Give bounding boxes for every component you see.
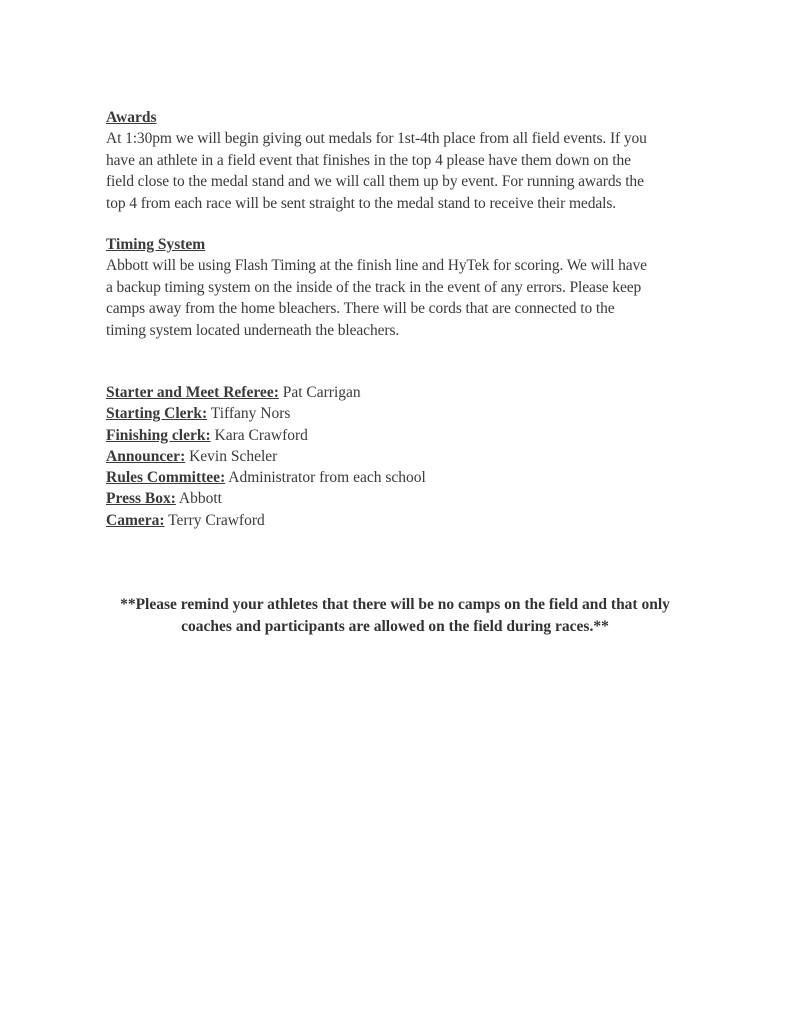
awards-line: At 1:30pm we will begin giving out medals for 1st-4th place from all field events. If you [106, 130, 647, 147]
timing-line: a backup timing system on the inside of the track in the event of any errors. Please keep [106, 278, 642, 296]
staff-name: Kevin Scheler [189, 447, 278, 465]
field-rules-notice [100, 594, 690, 637]
timing-system-paragraph [106, 255, 686, 341]
staff-role: Rules Committee: [106, 469, 226, 487]
timing-line: timing system located underneath the bleachers. [106, 321, 400, 339]
staff-row-rules-committee [106, 467, 686, 488]
notice-line: **Please remind your athletes that there will be no camps on the field and that only [120, 596, 670, 613]
staff-name: Administrator from each school [228, 469, 426, 487]
staff-role: Starting Clerk: [106, 405, 208, 423]
staff-name: Abbott [178, 490, 222, 508]
awards-section [106, 107, 686, 214]
awards-line: field close to the medal stand and we will call them up by event. For running awards the [106, 173, 644, 191]
staff-name: Tiffany Nors [210, 405, 291, 423]
timing-system-section [106, 234, 686, 341]
staff-row-press-box [106, 488, 686, 509]
staff-row-announcer [106, 446, 686, 467]
timing-line: Abbott will be using Flash Timing at the finish line and HyTek for scoring. We will have [106, 257, 647, 274]
notice-line: coaches and participants are allowed on the field during races.** [181, 617, 609, 635]
staff-name: Terry Crawford [168, 511, 265, 529]
staff-row-starting-clerk [106, 403, 686, 424]
awards-line: have an athlete in a field event that finishes in the top 4 please have them down on the [106, 151, 631, 169]
awards-paragraph [106, 128, 686, 214]
staff-row-camera [106, 510, 686, 531]
staff-row-starter-referee [106, 382, 686, 403]
staff-row-finishing-clerk [106, 425, 686, 446]
meet-staff-list [106, 382, 686, 531]
staff-role: Starter and Meet Referee: [106, 384, 279, 401]
staff-role: Finishing clerk: [106, 426, 211, 444]
awards-heading: Awards [106, 109, 157, 126]
awards-line: top 4 from each race will be sent straight to the medal stand to receive their medals. [106, 194, 617, 212]
staff-role: Press Box: [106, 490, 176, 508]
staff-role: Announcer: [106, 447, 186, 465]
staff-name: Kara Crawford [214, 426, 308, 444]
timing-system-heading: Timing System [106, 236, 206, 253]
timing-line: camps away from the home bleachers. There will be cords that are connected to the [106, 300, 615, 318]
staff-name: Pat Carrigan [282, 384, 361, 401]
staff-role: Camera: [106, 511, 165, 529]
